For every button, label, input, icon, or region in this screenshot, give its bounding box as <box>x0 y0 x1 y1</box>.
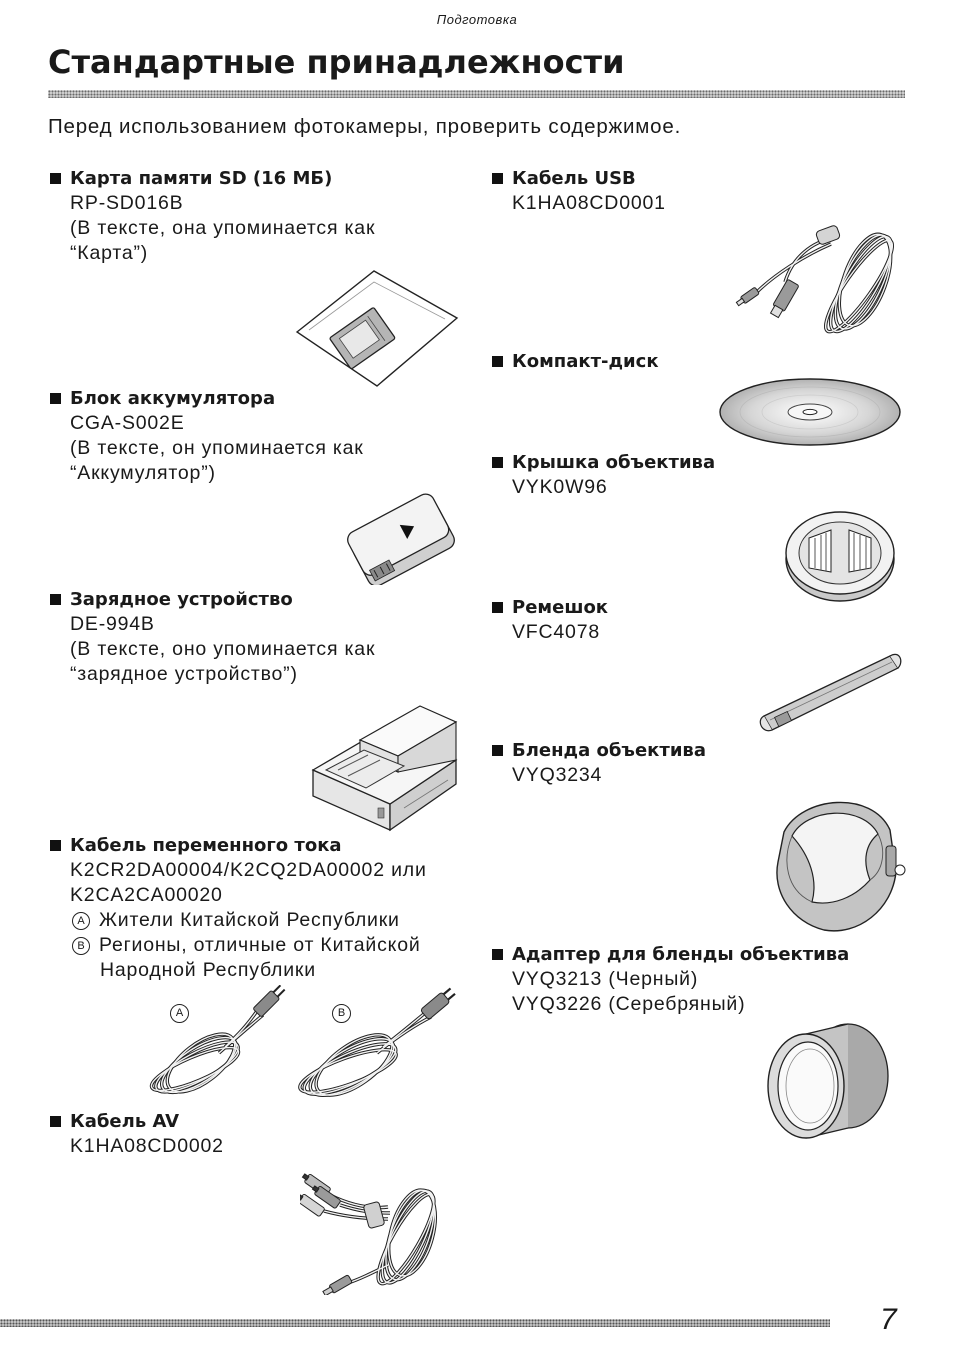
bullet-square-icon <box>50 840 61 851</box>
item-heading <box>48 1109 224 1134</box>
region-note-text: Жители Китайской Республики <box>99 909 400 931</box>
item-lens-cap <box>490 450 715 500</box>
item-usb-cable <box>490 166 666 216</box>
item-model: VYQ3213 (Черный) <box>512 968 699 990</box>
charger-illustration <box>308 690 460 832</box>
item-heading-text: Ремешок <box>512 597 609 618</box>
item-heading-text: Адаптер для бленды объектива <box>512 944 850 965</box>
bullet-square-icon <box>50 173 61 184</box>
bullet-square-icon <box>492 745 503 756</box>
item-model: VYK0W96 <box>512 476 608 498</box>
item-heading <box>48 587 375 612</box>
item-cd-rom <box>490 349 659 374</box>
footer-divider <box>0 1319 830 1327</box>
bullet-square-icon <box>50 1116 61 1127</box>
usb-cable-illustration <box>733 220 903 345</box>
region-note-b <box>48 933 427 958</box>
title-divider <box>48 90 905 98</box>
page-title: Стандартные принадлежности <box>48 43 625 81</box>
item-model: VFC4078 <box>512 621 600 643</box>
circled-letter-b: B <box>72 937 90 955</box>
region-note-continuation: Народной Республики <box>100 959 316 981</box>
item-model: RP-SD016B <box>70 192 184 214</box>
battery-illustration <box>343 490 458 585</box>
item-ac-cable <box>48 833 427 983</box>
item-model: CGA-S002E <box>70 412 185 434</box>
item-strap <box>490 595 608 645</box>
av-cable-illustration <box>300 1165 460 1295</box>
item-note: “Карта”) <box>70 242 149 264</box>
item-heading <box>490 450 715 475</box>
item-heading <box>48 833 427 858</box>
item-av-cable <box>48 1109 224 1159</box>
intro-text: Перед использованием фотокамеры, проверить содержимое. <box>48 115 682 138</box>
item-model: K1HA08CD0001 <box>512 192 666 214</box>
figure-mark-a: A <box>170 1004 189 1023</box>
item-heading <box>48 386 364 411</box>
item-heading-text: Кабель AV <box>70 1111 180 1132</box>
item-note: (В тексте, он упоминается как <box>70 437 364 459</box>
hood-adaptor-illustration <box>758 1018 893 1143</box>
item-model: K1HA08CD0002 <box>70 1135 224 1157</box>
item-heading <box>48 166 375 191</box>
bullet-square-icon <box>492 602 503 613</box>
bullet-square-icon <box>492 173 503 184</box>
item-model: DE-994B <box>70 613 155 635</box>
lens-cap-illustration <box>783 508 898 603</box>
cd-rom-illustration <box>718 376 903 448</box>
bullet-square-icon <box>50 393 61 404</box>
region-note-a <box>48 908 427 933</box>
item-heading <box>490 942 849 967</box>
item-heading-text: Компакт-диск <box>512 351 659 372</box>
item-heading-text: Кабель USB <box>512 168 636 189</box>
bullet-square-icon <box>492 457 503 468</box>
item-model: K2CA2CA00020 <box>70 884 223 906</box>
item-heading-text: Зарядное устройство <box>70 589 293 610</box>
region-note-text: Регионы, отличные от Китайской <box>99 934 421 956</box>
sd-card-illustration <box>295 268 460 388</box>
item-heading <box>490 166 666 191</box>
item-heading <box>490 349 659 374</box>
page-number: 7 <box>880 1303 897 1336</box>
item-lens-hood <box>490 738 706 788</box>
item-note: “Аккумулятор”) <box>70 462 216 484</box>
bullet-square-icon <box>492 949 503 960</box>
circled-letter-a: A <box>72 912 90 930</box>
item-model: VYQ3226 (Серебряный) <box>512 993 746 1015</box>
strap-illustration <box>758 648 903 738</box>
item-model: K2CR2DA00004/K2CQ2DA00002 или <box>70 859 427 881</box>
item-sd-card <box>48 166 375 266</box>
bullet-square-icon <box>492 356 503 367</box>
item-heading-text: Кабель переменного тока <box>70 835 342 856</box>
item-heading-text: Карта памяти SD (16 МБ) <box>70 168 333 189</box>
item-note: (В тексте, оно упоминается как <box>70 638 376 660</box>
section-header: Подготовка <box>436 12 518 27</box>
figure-mark-b: B <box>332 1004 351 1023</box>
item-note: “зарядное устройство”) <box>70 663 298 685</box>
item-charger <box>48 587 375 687</box>
ac-cables-illustration <box>145 985 460 1100</box>
lens-hood-illustration <box>762 790 908 938</box>
item-note: (В тексте, она упоминается как <box>70 217 376 239</box>
item-heading-text: Бленда объектива <box>512 740 706 761</box>
item-hood-adaptor <box>490 942 849 1017</box>
item-heading <box>490 738 706 763</box>
item-heading <box>490 595 608 620</box>
bullet-square-icon <box>50 594 61 605</box>
item-model: VYQ3234 <box>512 764 603 786</box>
item-heading-text: Крышка объектива <box>512 452 716 473</box>
item-battery-pack <box>48 386 364 486</box>
item-heading-text: Блок аккумулятора <box>70 388 276 409</box>
